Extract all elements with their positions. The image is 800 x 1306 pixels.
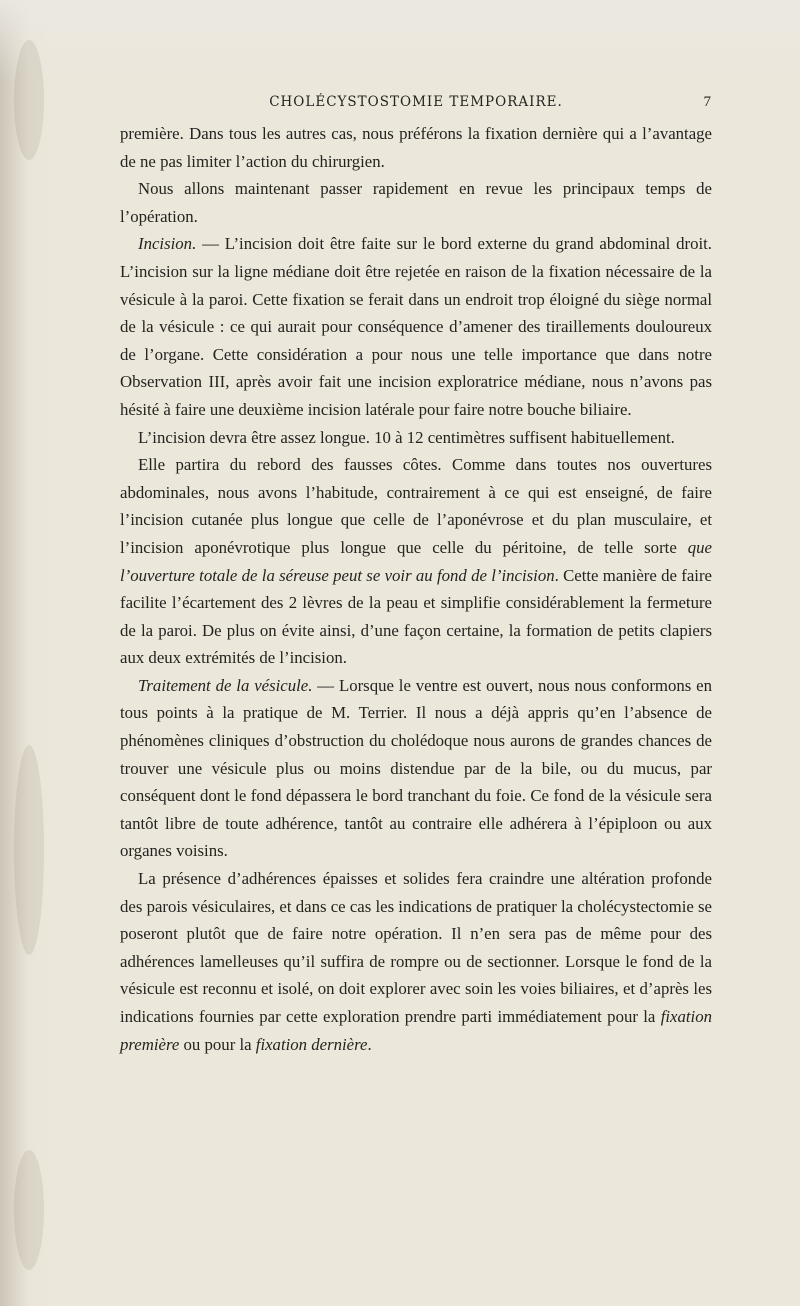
paragraph-incision-length: L’incision devra être assez longue. 10 à 12 centimètres suffisent habituellement. xyxy=(138,427,675,447)
paragraph-incision xyxy=(120,230,712,423)
technique-text-start: Elle partira du rebord des fausses côtes. Comme dans toutes nos ouvertures abdominales, nous avons l’habitude, contrairement à ce qui est enseigné, de faire l’incision cutanée plus longue que celle de l’aponévrose et du plan musculaire, et l’incision aponévrotique plus longue que celle du péritoine, de telle sorte xyxy=(120,455,712,557)
paragraph-continuation: première. Dans tous les autres cas, nous préférons la fixation dernière qui a l’avantage de ne pas limiter l’action du chirurgien. xyxy=(120,124,712,171)
adherences-end: . xyxy=(367,1034,372,1054)
page-edge-shadow xyxy=(0,0,52,1306)
adherences-text-start: La présence d’adhérences épaisses et solides fera craindre une altération profonde des parois vésiculaires, et dans ce cas les indications de pratiquer la cholécystectomie se poseront plutôt que de faire notre opération. Il n’en sera pas de même pour des adhérences lamelleuses qu’il suffira de rompre ou de sectionner. Lorsque le fond de la vésicule est reconnu et isolé, on doit explorer avec soin les voies biliaires, et d’après les indications fournies par cette exploration prendre parti immédiatement pour la xyxy=(120,869,712,1026)
paragraph-incision-technique xyxy=(120,451,712,672)
paragraph-adherences xyxy=(120,865,712,1058)
page-header xyxy=(120,90,712,114)
technique-text-end: . Cette manière de faire facilite l’écartement des 2 lèvres de la peau et simplifie considérablement la fermeture de la paroi. De plus on évite ainsi, d’une façon certaine, la formation de petits clapiers aux deux extrémités de l’incision. xyxy=(120,565,712,668)
page-number: 7 xyxy=(703,94,712,110)
paper-stain xyxy=(14,1150,44,1270)
adherences-middle: ou pour la xyxy=(179,1034,256,1054)
page-top-fade xyxy=(0,0,800,80)
incision-text: — L’incision doit être faite sur le bord externe du grand abdominal droit. L’incision sur la ligne médiane doit être rejetée en raison de la fixation nécessaire de la vésicule à la paroi. Cette fixation se ferait dans un endroit trop éloigné du siège normal de la vésicule : ce qui aurait pour conséquence d’amener des tiraillements douloureux de l’organe. Cette considération a pour nous une telle importance que dans notre Observation III, après avoir fait une incision exploratrice médiane, nous n’avons pas hésité à faire une deuxième incision latérale pour faire notre bouche biliaire. xyxy=(120,234,712,419)
page-body xyxy=(120,120,712,1200)
fixation-derniere: fixation dernière xyxy=(255,1034,368,1054)
technique-emphasis: que l’ouverture totale de la séreuse peut se voir au fond de l’incision xyxy=(120,537,712,585)
paragraph-temps-operation: Nous allons maintenant passer rapidement en revue les principaux temps de l’opération. xyxy=(120,179,712,226)
paper-stain xyxy=(14,40,44,160)
traitement-heading: Traitement de la vésicule. xyxy=(138,675,313,695)
paper-stain xyxy=(14,745,44,955)
traitement-text: — Lorsque le ventre est ouvert, nous nous conformons en tous points à la pratique de M. Terrier. Il nous a déjà appris qu’en l’absence de phénomènes cliniques d’obstruction du cholédoque nous aurons de grandes chances de trouver une vésicule plus ou moins distendue par de la bile, ou du mucus, par conséquent dont le fond dépassera le bord tranchant du foie. Ce fond de la vésicule sera tantôt libre de toute adhérence, tantôt au contraire elle adhérera à l’épiploon ou aux organes voisins. xyxy=(120,675,712,861)
incision-heading: Incision. xyxy=(138,234,197,254)
paragraph-traitement xyxy=(120,672,712,865)
running-title: CHOLÉCYSTOSTOMIE TEMPORAIRE. xyxy=(269,94,563,110)
fixation-premiere: fixation première xyxy=(120,1007,712,1054)
